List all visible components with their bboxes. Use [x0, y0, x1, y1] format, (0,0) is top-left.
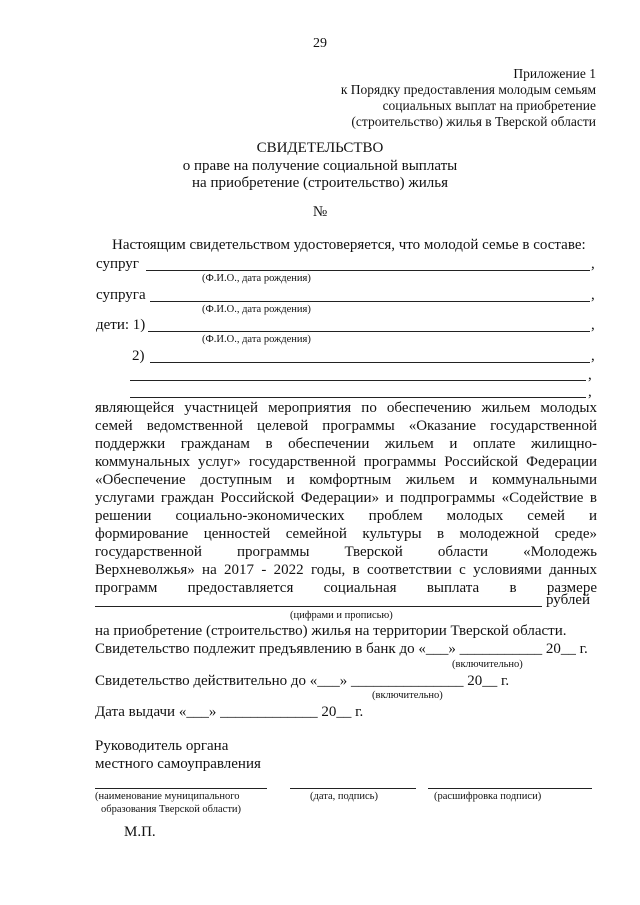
head-title-line-2: местного самоуправления [95, 756, 261, 772]
husband-label: супруг [96, 256, 139, 272]
body-line: государственной программы Тверской области «Молодежь [95, 544, 597, 560]
wife-comma: , [591, 287, 595, 303]
municipality-hint-1: (наименование муниципального [95, 791, 240, 802]
extra-comma-1: , [588, 367, 592, 383]
husband-fio-line [146, 270, 590, 271]
head-title-line-1: Руководитель органа [95, 738, 229, 754]
issue-date-text: Дата выдачи «___» _____________ 20__ г. [95, 704, 364, 720]
extra-fio-line-2 [130, 397, 586, 398]
document-subtitle-1: о праве на получение социальной выплаты [182, 158, 458, 174]
child2-label: 2) [132, 348, 145, 364]
child2-comma: , [591, 348, 595, 364]
body-line: услугами граждан Российской Федерации» и подпрограммы «Содействие в [95, 490, 597, 506]
body-line: коммунальных услуг» государственной программы Российской Федерации [95, 454, 597, 470]
children-label: дети: 1) [96, 317, 146, 333]
body-paragraph [95, 400, 597, 598]
date-signature-line [290, 788, 416, 789]
extra-comma-2: , [588, 384, 592, 400]
wife-fio-line [150, 301, 590, 302]
municipality-signature-line [95, 788, 267, 789]
body-line: являющейся участницей мероприятия по обеспечению жильем молодых [95, 400, 597, 416]
certificate-number: № [312, 204, 328, 220]
amount-line [95, 606, 542, 607]
wife-label: супруга [96, 287, 146, 303]
husband-comma: , [591, 256, 595, 272]
appendix-line-2: к Порядку предоставления молодым семьям [340, 82, 596, 97]
name-signature-line [428, 788, 592, 789]
name-signature-hint: (расшифровка подписи) [434, 791, 542, 802]
body-line: программ предоставляется социальная выплата в размере [95, 580, 597, 596]
body-line: поддержки гражданам в обеспечении жильем и оплате жилищно- [95, 436, 597, 452]
body-line: семей ведомственной целевой программы «Оказание государственной [95, 418, 597, 434]
child1-comma: , [591, 317, 595, 333]
intro-text: Настоящим свидетельством удостоверяется, что молодой семье в составе: [112, 237, 586, 253]
appendix-line-4: (строительство) жилья в Тверской области [351, 114, 596, 129]
child2-fio-line [150, 362, 590, 363]
child1-fio-hint: (Ф.И.О., дата рождения) [202, 334, 311, 345]
validity-text: Свидетельство действительно до «___» _______________ 20__ г. [95, 673, 510, 689]
body-line: «Обеспечение доступным и комфортным жильем и коммунальными [95, 472, 597, 488]
body-line: Верхневолжья» на 2017 - 2022 годы, в соответствии с условиями данных [95, 562, 597, 578]
bank-deadline-text: Свидетельство подлежит предъявлению в банк до «___» ___________ 20__ г. [95, 641, 588, 657]
purpose-text: на приобретение (строительство) жилья на территории Тверской области. [95, 623, 567, 639]
appendix-line-3: социальных выплат на приобретение [382, 98, 596, 113]
bank-inclusive-hint: (включительно) [452, 659, 523, 670]
rubles-label: рублей [546, 592, 591, 608]
body-line: решении социально-экономических проблем молодых семей и [95, 508, 597, 524]
municipality-hint-2: образования Тверской области) [101, 804, 242, 815]
appendix-line-1: Приложение 1 [513, 66, 596, 81]
document-subtitle-2: на приобретение (строительство) жилья [192, 175, 448, 191]
child1-fio-line [148, 331, 590, 332]
wife-fio-hint: (Ф.И.О., дата рождения) [202, 304, 311, 315]
body-line: формирование ценностей семейной культуры в молодежной среде» [95, 526, 597, 542]
validity-inclusive-hint: (включительно) [372, 690, 443, 701]
husband-fio-hint: (Ф.И.О., дата рождения) [202, 273, 311, 284]
document-title: СВИДЕТЕЛЬСТВО [256, 140, 384, 156]
amount-hint: (цифрами и прописью) [290, 610, 393, 621]
date-signature-hint: (дата, подпись) [310, 791, 378, 802]
page-number: 29 [313, 36, 327, 51]
stamp-place: М.П. [124, 824, 156, 840]
extra-fio-line-1 [130, 380, 586, 381]
